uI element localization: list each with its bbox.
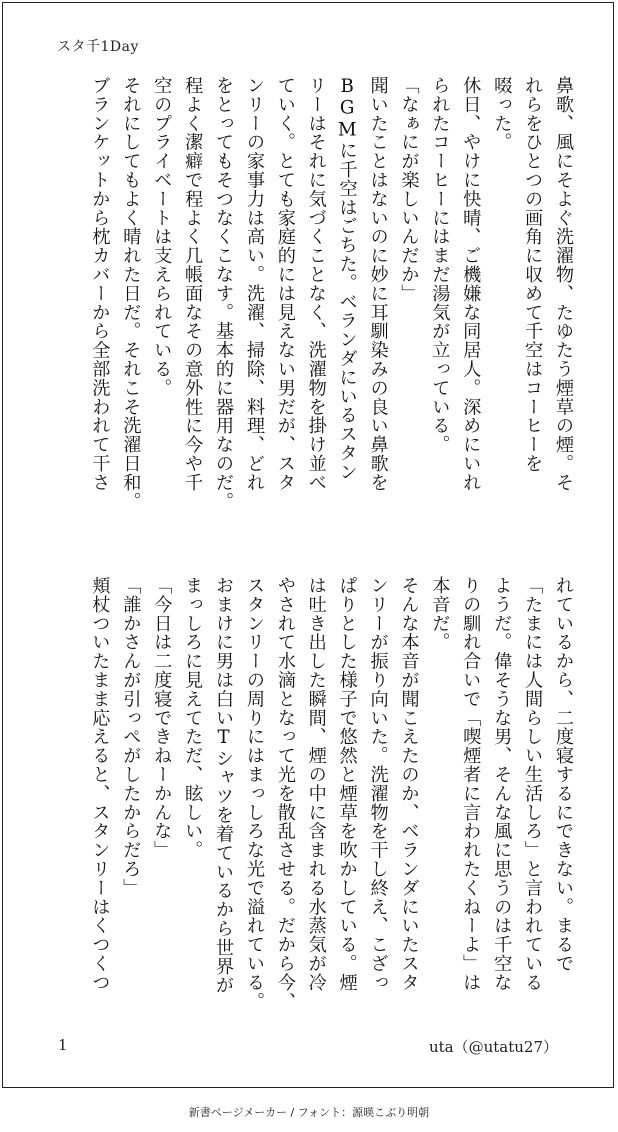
- text-line: ンリーが振り向いた。洗濯物を干し終え、こざっ: [367, 576, 389, 992]
- text-line: れているから、二度寝するにできない。まるで: [553, 576, 574, 973]
- text-line: ブランケットから枕カバーから全部洗われて干さ: [89, 76, 111, 492]
- text-line: 「今日は二度寝できねーかんな」: [151, 576, 173, 860]
- text-line: 啜った。: [491, 76, 513, 152]
- text-line: そんな本音が聞こえたのか、ベランダにいたスタ: [398, 576, 420, 992]
- header-title: スタ千1Day: [57, 39, 139, 55]
- text-line: 空のプライベートは支えられている。: [151, 76, 173, 398]
- text-line: れらをひとつの画角に収めて千空はコーヒーを: [522, 76, 544, 473]
- text-line: それにしてもよく晴れた日だ。それこそ洗濯日和。: [120, 76, 142, 511]
- text-line: やされて水滴となって光を散乱させる。だから今、: [274, 576, 296, 1011]
- text-line: おまけに男は白いTシャツを着ているから世界が: [213, 576, 235, 995]
- text-line: スタンリーの周りにはまっしろな光で溢れている。: [243, 576, 265, 1011]
- text-line: られたコーヒーにはまだ湯気が立っている。: [429, 76, 451, 454]
- text-line: ようだ。偉そうな男、そんな風に思うのは千空な: [491, 576, 513, 992]
- text-line: 程よく潔癖で程よく几帳面なその意外性に今や千: [182, 76, 204, 492]
- text-line: 聞いたことはないのに妙に耳馴染みの良い鼻歌を: [367, 76, 389, 492]
- text-line: ぱりとした様子で悠然と煙草を吹かしている。煙: [336, 576, 358, 992]
- text-line: 休日、やけに快晴、ご機嫌な同居人。深めにいれ: [460, 76, 482, 492]
- text-block-bottom: [78, 576, 578, 1038]
- generator-credit: 新書ページメーカー / フォント：源暎こぶり明朝: [188, 1106, 430, 1119]
- text-line: 本音だ。: [429, 576, 451, 652]
- text-line: りの馴れ合いで「喫煙者に言われたくねーよ」は: [460, 576, 482, 992]
- text-line: リーはそれに気づくことなく、洗濯物を掛け並べ: [305, 76, 327, 492]
- text-line: 「誰かさんが引っぺがしたからだろ」: [120, 576, 142, 898]
- text-line: 鼻歌、風にそよぐ洗濯物、たゆたう煙草の煙。そ: [553, 76, 574, 492]
- text-line: ていく。とても家庭的には見えない男だが、スタ: [274, 76, 296, 492]
- text-line: BGMに千空はごちた。ベランダにいるスタン: [336, 76, 358, 482]
- text-line: をとってもそつなくこなす。基本的に器用なのだ。: [213, 76, 235, 511]
- page-number: 1: [58, 1036, 68, 1054]
- text-line: 「たまには人間らしい生活しろ」と言われている: [522, 576, 544, 992]
- author-credit: uta（@utatu27）: [428, 1038, 558, 1056]
- text-block-top: [78, 76, 578, 536]
- text-line: 頬杖ついたまま応えると、スタンリーはくつくつ: [89, 576, 111, 992]
- text-line: は吐き出した瞬間、煙の中に含まれる水蒸気が冷: [305, 576, 327, 992]
- text-line: ンリーの家事力は高い。洗濯、掃除、料理、どれ: [243, 76, 265, 492]
- text-line: まっしろに見えてただ、眩しい。: [182, 576, 204, 860]
- text-line: 「なぁにが楽しいんだか」: [398, 76, 420, 303]
